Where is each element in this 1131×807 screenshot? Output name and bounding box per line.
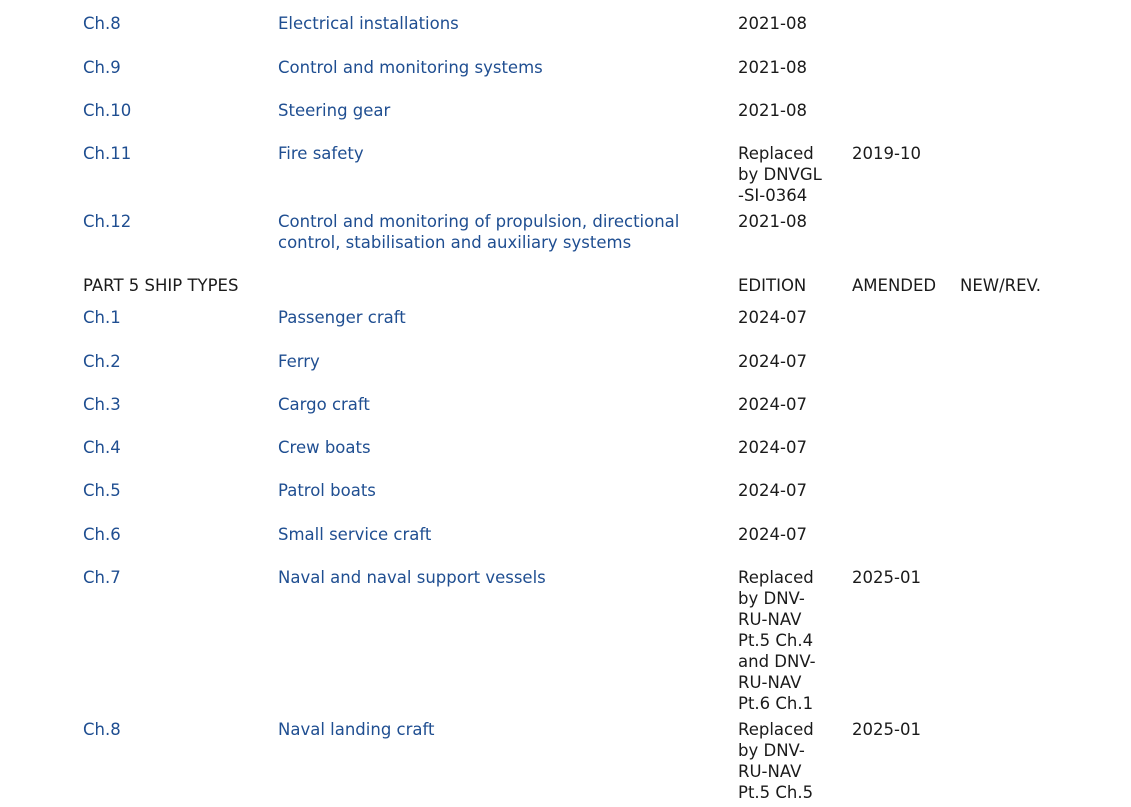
chapter-title-link[interactable]: [278, 211, 679, 253]
edition-value: [738, 719, 814, 803]
edition-value: [738, 143, 822, 206]
edition-line: and DNV-: [738, 652, 816, 671]
chapter-link[interactable]: Ch.3: [83, 395, 121, 414]
chapter-title-link[interactable]: Cargo craft: [278, 395, 370, 414]
edition-line: Pt.6 Ch.1: [738, 694, 814, 713]
chapter-link[interactable]: Ch.7: [83, 568, 121, 587]
title-line: Control and monitoring of propulsion, directional: [278, 212, 680, 231]
chapter-title-link[interactable]: Control and monitoring systems: [278, 58, 543, 77]
chapter-title-link[interactable]: Passenger craft: [278, 308, 406, 327]
edition-line: Pt.5 Ch.5: [738, 783, 814, 802]
chapter-link[interactable]: Ch.4: [83, 438, 121, 457]
chapter-title-link[interactable]: Ferry: [278, 352, 320, 371]
edition-line: RU-NAV: [738, 610, 802, 629]
edition-line: by DNV-: [738, 741, 805, 760]
column-header-edition: EDITION: [738, 276, 807, 295]
edition-line: by DNVGL: [738, 165, 822, 184]
chapter-title-link[interactable]: Fire safety: [278, 144, 364, 163]
chapter-title-link[interactable]: Small service craft: [278, 525, 432, 544]
edition-value: [738, 567, 816, 714]
edition-value: 2024-07: [738, 438, 807, 457]
chapter-link[interactable]: Ch.1: [83, 308, 121, 327]
chapter-link[interactable]: Ch.8: [83, 14, 121, 33]
edition-value: 2021-08: [738, 212, 807, 231]
amended-value: 2019-10: [852, 144, 921, 163]
edition-value: 2024-07: [738, 395, 807, 414]
chapter-link[interactable]: Ch.2: [83, 352, 121, 371]
chapter-link[interactable]: Ch.6: [83, 525, 121, 544]
edition-value: 2021-08: [738, 58, 807, 77]
amended-value: 2025-01: [852, 568, 921, 587]
chapter-title-link[interactable]: Crew boats: [278, 438, 371, 457]
chapter-link[interactable]: Ch.8: [83, 720, 121, 739]
edition-value: 2024-07: [738, 352, 807, 371]
edition-value: 2024-07: [738, 525, 807, 544]
edition-line: -SI-0364: [738, 186, 808, 205]
edition-value: 2024-07: [738, 481, 807, 500]
column-header-new-rev: NEW/REV.: [960, 276, 1041, 295]
edition-line: RU-NAV: [738, 762, 802, 781]
edition-line: Replaced: [738, 144, 814, 163]
edition-line: Pt.5 Ch.4: [738, 631, 814, 650]
chapter-link[interactable]: Ch.10: [83, 101, 132, 120]
edition-value: 2021-08: [738, 101, 807, 120]
edition-line: RU-NAV: [738, 673, 802, 692]
edition-value: 2021-08: [738, 14, 807, 33]
edition-value: 2024-07: [738, 308, 807, 327]
chapter-title-link[interactable]: Electrical installations: [278, 14, 459, 33]
chapter-link[interactable]: Ch.11: [83, 144, 132, 163]
chapter-title-link[interactable]: Naval and naval support vessels: [278, 568, 546, 587]
chapter-title-link[interactable]: Naval landing craft: [278, 720, 435, 739]
part-title: PART 5 SHIP TYPES: [83, 276, 239, 295]
chapter-title-link[interactable]: Patrol boats: [278, 481, 376, 500]
edition-line: by DNV-: [738, 589, 805, 608]
chapter-link[interactable]: Ch.9: [83, 58, 121, 77]
edition-line: Replaced: [738, 720, 814, 739]
amended-value: 2025-01: [852, 720, 921, 739]
column-header-amended: AMENDED: [852, 276, 937, 295]
edition-line: Replaced: [738, 568, 814, 587]
chapter-link[interactable]: Ch.12: [83, 212, 132, 231]
chapter-link[interactable]: Ch.5: [83, 481, 121, 500]
chapter-title-link[interactable]: Steering gear: [278, 101, 391, 120]
title-line: control, stabilisation and auxiliary systems: [278, 233, 632, 252]
